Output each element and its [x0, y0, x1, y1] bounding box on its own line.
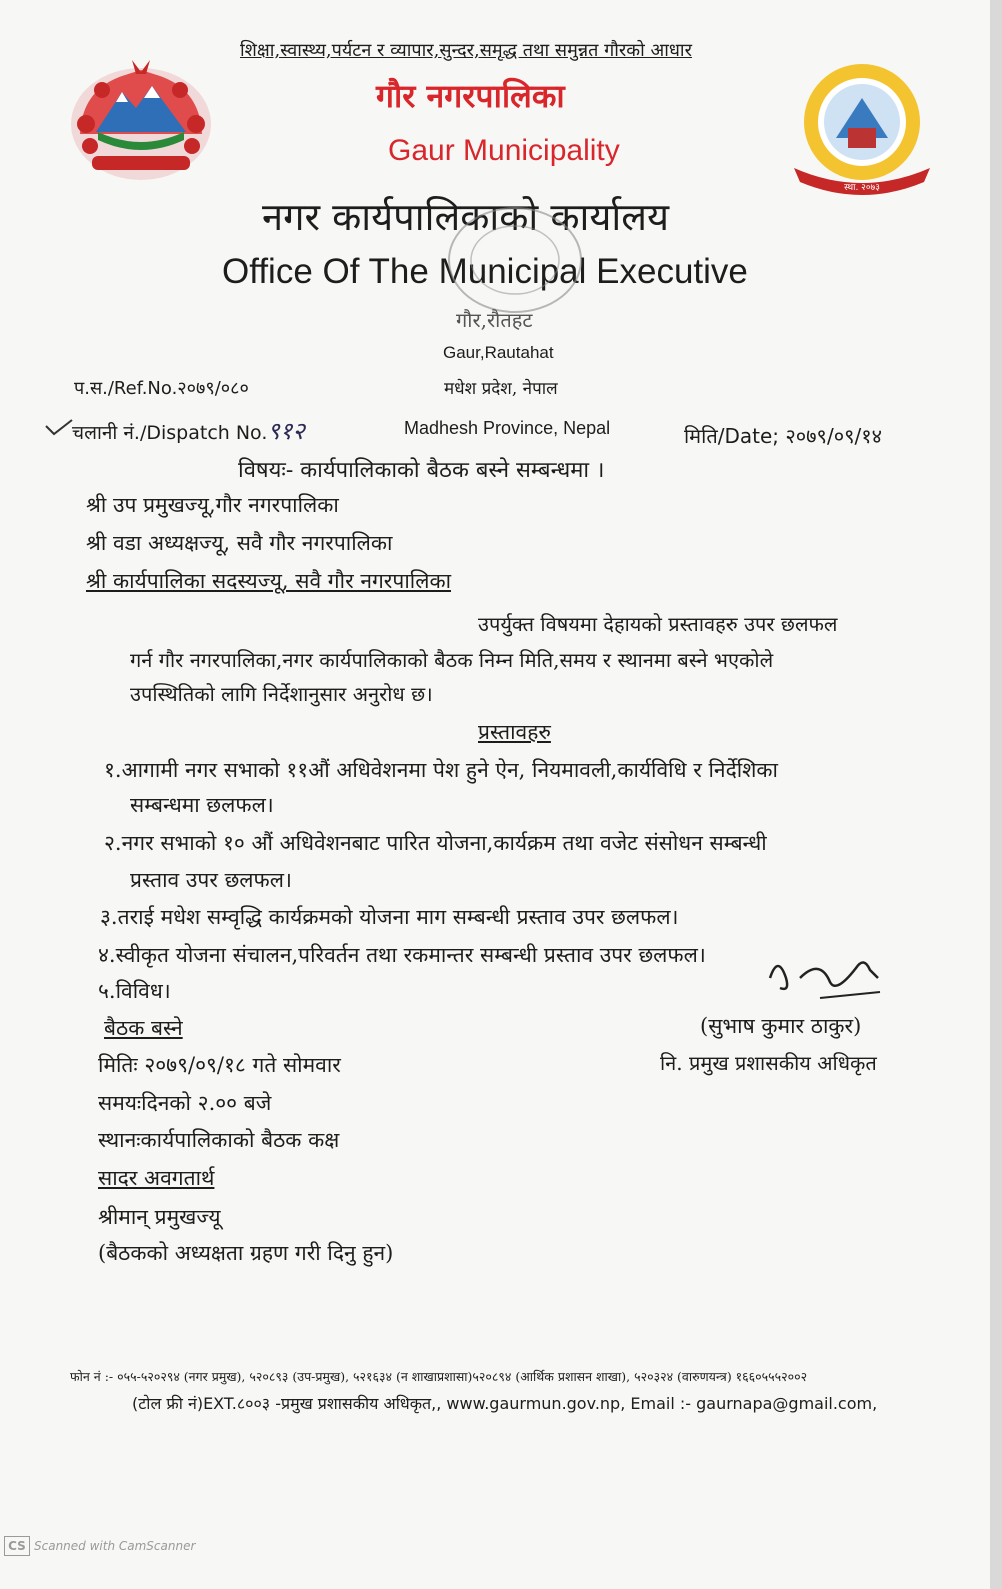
meeting-place: स्थानःकार्यपालिकाको बैठक कक्ष [98, 1128, 340, 1152]
proposal-1: १.आगामी नगर सभाको ११औं अधिवेशनमा पेश हुने ऐन, नियमावली,कार्यविधि र निर्देशिका [104, 758, 778, 782]
subject-line: विषयः- कार्यपालिकाको बैठक बस्ने सम्बन्धमा । [238, 458, 605, 483]
cc-recipient: श्रीमान् प्रमुखज्यू [98, 1205, 221, 1229]
page-edge [990, 0, 1002, 1589]
checkmark-icon [44, 418, 74, 436]
body-line-1: उपर्युक्त विषयमा देहायको प्रस्तावहरु उपर छलफल [478, 612, 838, 636]
recipient-3: श्री कार्यपालिका सदस्यज्यू, सवै गौर नगरपालिका [86, 569, 452, 593]
dispatch-label: चलानी नं./Dispatch No. [72, 422, 268, 444]
camscanner-text: Scanned with CamScanner [34, 1539, 196, 1553]
date: मिति/Date; २०७९/०९/१४ [684, 424, 883, 448]
signer-title: नि. प्रमुख प्रशासकीय अधिकृत [660, 1051, 877, 1075]
signer-name: (सुभाष कुमार ठाकुर) [700, 1014, 862, 1038]
proposal-5: ५.विविध। [98, 979, 171, 1003]
office-stamp-icon [440, 200, 590, 320]
province-english: Madhesh Province, Nepal [404, 418, 611, 438]
proposal-1-cont: सम्बन्धमा छलफल। [130, 793, 274, 817]
recipient-2: श्री वडा अध्यक्षज्यू, सवै गौर नगरपालिका [86, 531, 393, 555]
proposal-4: ४.स्वीकृत योजना संचालन,परिवर्तन तथा रकमान्तर सम्बन्धी प्रस्ताव उपर छलफल। [98, 943, 706, 967]
reference-number: प.स./Ref.No.२०७९/०८० [74, 378, 249, 399]
proposals-title: प्रस्तावहरु [478, 720, 551, 744]
municipality-name-english: Gaur Municipality [388, 134, 620, 167]
cc-title: सादर अवगतार्थ [98, 1166, 215, 1190]
place-nepali: गौर,रौतहट [456, 308, 533, 332]
municipality-name-nepali: गौर नगरपालिका [376, 77, 565, 115]
footer-phone: फोन नं :- ०५५-५२०२९४ (नगर प्रमुख), ५२०८९३ (उप-प्रमुख), ५२१६३४ (न शाखाप्रशासा)५२०८९४ (आर्थिक प्रशासन शाखा), ५२०३२४ (वारुणयन्त्र) १६६०५५५२००२ [70, 1369, 808, 1384]
dispatch-handwritten: ९१२ [267, 417, 305, 445]
municipality-logo-icon [788, 58, 936, 198]
proposal-2-cont: प्रस्ताव उपर छलफल। [130, 868, 292, 892]
proposal-2: २.नगर सभाको १० औं अधिवेशनबाट पारित योजना,कार्यक्रम तथा वजेट संसोधन सम्बन्धी [104, 831, 767, 855]
body-line-2: गर्न गौर नगरपालिका,नगर कार्यपालिकाको बैठक निम्न मिति,समय र स्थानमा बस्ने भएकोले [130, 648, 774, 672]
svg-text:स्था. २०७३: स्था. २०७३ [844, 183, 880, 193]
province-nepali: मधेश प्रदेश, नेपाल [444, 379, 558, 399]
meeting-time: समयःदिनको २.०० बजे [98, 1091, 272, 1115]
dispatch-number [72, 414, 305, 447]
nepal-emblem-icon [62, 60, 220, 188]
camscanner-watermark [4, 1536, 195, 1556]
place-english: Gaur,Rautahat [443, 343, 554, 362]
meeting-date: मितिः २०७९/०९/१८ गते सोमवार [98, 1053, 341, 1077]
office-name-nepali: नगर कार्यपालिकाको कार्यालय [262, 195, 670, 239]
proposal-3: ३.तराई मधेश सम्वृद्धि कार्यक्रमको योजना माग सम्बन्धी प्रस्ताव उपर छलफल। [100, 905, 679, 929]
office-name-english: Office Of The Municipal Executive [222, 252, 748, 291]
motto: शिक्षा,स्वास्थ्य,पर्यटन र व्यापार,सुन्दर,समृद्ध तथा समुन्नत गौरको आधार [240, 40, 692, 61]
footer-contact: (टोल फ्री नं)EXT.८००३ -प्रमुख प्रशासकीय अधिकृत,, www.gaurmun.gov.np, Email :- gaurnapa@gmail.com, [132, 1394, 878, 1413]
camscanner-badge: CS [4, 1536, 30, 1556]
signature-icon [760, 948, 890, 1012]
recipient-1: श्री उप प्रमुखज्यू,गौर नगरपालिका [86, 493, 339, 517]
body-line-3: उपस्थितिको लागि निर्देशानुसार अनुरोध छ। [130, 682, 433, 706]
cc-note: (बैठकको अध्यक्षता ग्रहण गरी दिनु हुन) [98, 1241, 394, 1265]
meeting-title: बैठक बस्ने [104, 1016, 183, 1040]
